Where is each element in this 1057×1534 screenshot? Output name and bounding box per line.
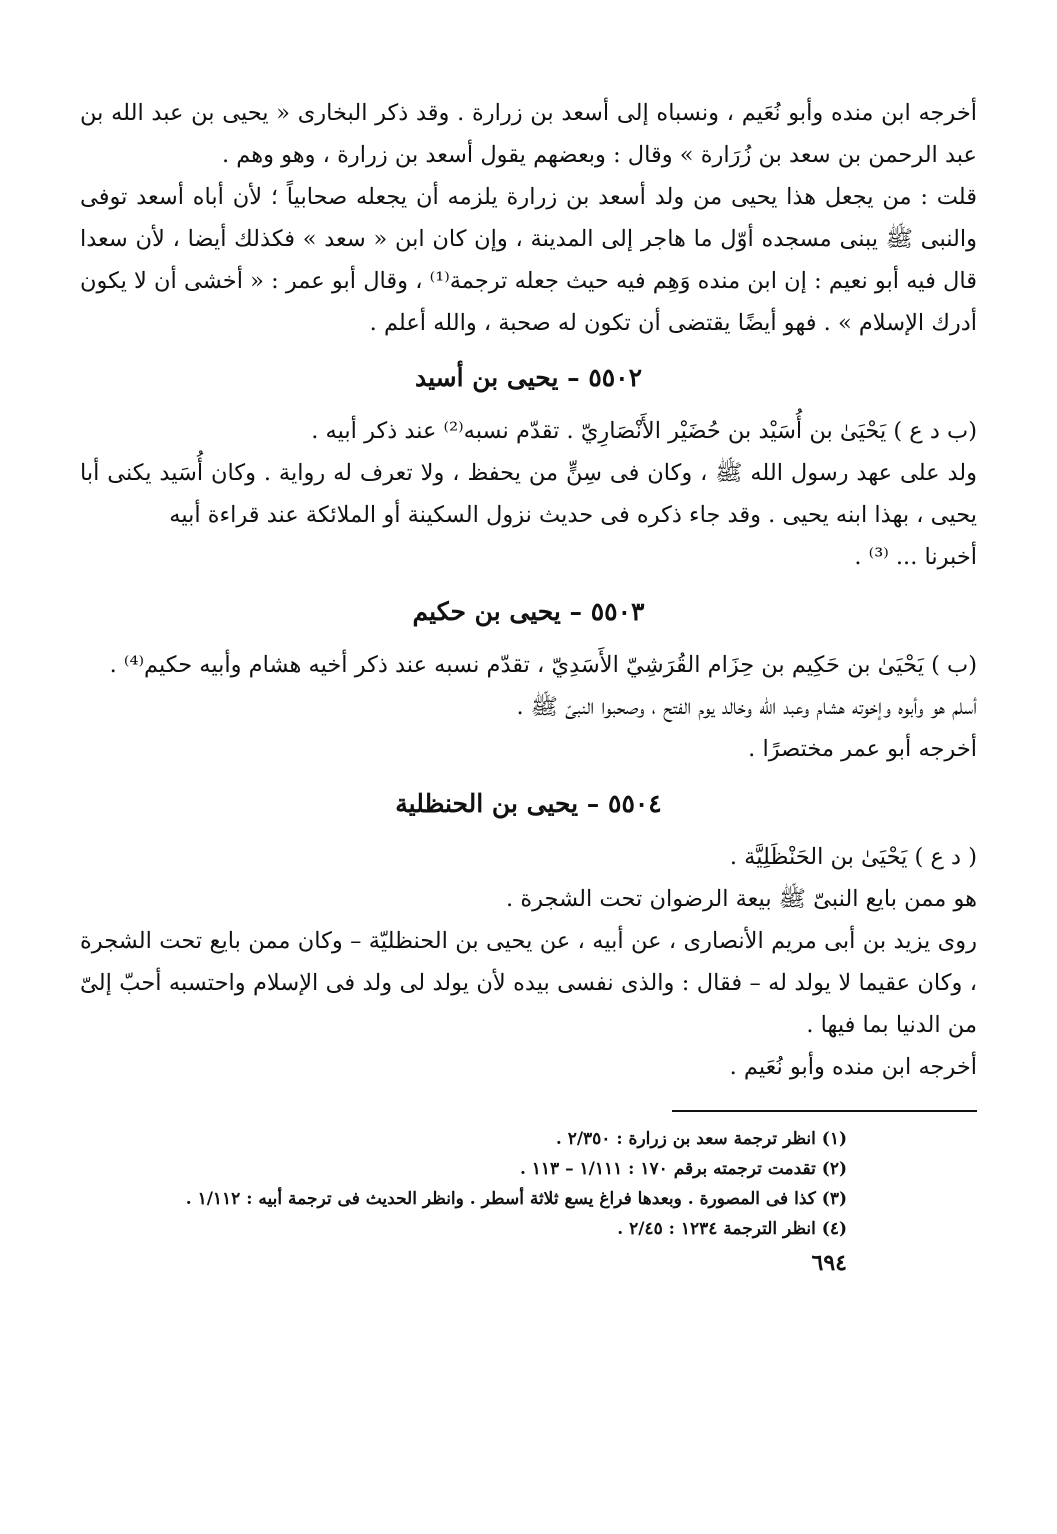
entry-5503-line-1: (ب ) يَحْيَىٰ بن حَكِيم بن حِزَام القُرَشِيّ الأَسَدِيّ ، تقدّم نسبه عند ذكر أخيه هشام وأبيه حكيم⁽⁴⁾ . (109, 652, 977, 678)
entry-5503-line-3: أخرجه أبو عمر مختصرًا . (748, 736, 977, 762)
entry-5504-line-3: روى يزيد بن أبى مريم الأنصارى ، عن أبيه ، عن يحيى بن الحنظليّة – وكان ممن بايع تحت الشجرة ، وكان عقيما لا يولد له – فقال : والذى نفسى بيده لأن يولد لى ولد فى الإسلام واحتسبه أحبّ إلىّ من الدنيا بما فيها . (80, 928, 977, 1038)
entry-5504-line-1: ( د ع ) يَحْيَىٰ بن الحَنْظَلِيَّة . (729, 844, 977, 870)
footnote-divider (672, 1110, 977, 1112)
paragraph-commentary: قلت : من يجعل هذا يحيى من ولد أسعد بن زرارة يلزمه أن يجعله صحابياً ؛ لأن أباه أسعد توفى والنبى ﷺ يبنى مسجده أوّل ما هاجر إلى المدينة ، وإن كان ابن « سعد » فكذلك أيضا ، لأن سعدا قال فيه أبو نعيم : إن ابن منده وَهِم فيه حيث جعله ترجمة⁽¹⁾ ، وقال أبو عمر : « أخشى أن لا يكون أدرك الإسلام » . فهو أيضًا يقتضى أن تكون له صحبة ، والله أعلم . (80, 184, 977, 336)
entry-5503-line-2: أسلم هو وأبوه وإخوته هشام وعبد الله وخالد يوم الفتح ، وصحبوا النبىّ ﷺ . (516, 694, 977, 720)
entry-heading-5502: ٥٥٠٢ – يحيى بن أسيد (414, 363, 643, 392)
entry-5502-line-3: أخبرنا ... ⁽³⁾ . (854, 544, 977, 570)
footnote-3: (٣) كذا فى المصورة . وبعدها فراغ يسع ثلاثة أسطر . وانظر الحديث فى ترجمة أبيه : ١/١١٢ . (185, 1189, 847, 1209)
entry-5504-line-4: أخرجه ابن منده وأبو نُعَيم . (729, 1054, 977, 1080)
entry-5502-line-2: ولد على عهد رسول الله ﷺ ، وكان فى سِنٍّ من يحفظ ، ولا تعرف له رواية . وكان أُسَيد يكنى أبا يحيى ، بهذا ابنه يحيى . وقد جاء ذكره فى حديث نزول السكينة أو الملائكة عند قراءة أبيه (80, 460, 977, 528)
entry-heading-5503: ٥٥٠٣ – يحيى بن حكيم (412, 597, 645, 626)
footnote-1: (١) انظر ترجمة سعد بن زرارة : ٢/٣٥٠ . (555, 1129, 847, 1149)
entry-5502-line-1: (ب د ع ) يَحْيَىٰ بن أُسَيْد بن حُضَيْر الأَنْصَارِيّ . تقدّم نسبه⁽²⁾ عند ذكر أبيه . (311, 418, 977, 444)
page-body (80, 92, 977, 1534)
entry-heading-5504: ٥٥٠٤ – يحيى بن الحنظلية (395, 789, 662, 818)
footnote-4: (٤) انظر الترجمة ١٢٣٤ : ٢/٤٥ . (617, 1219, 847, 1239)
footnote-2: (٢) تقدمت ترجمته برقم ١٧٠ : ١/١١١ – ١١٣ . (519, 1159, 847, 1179)
paragraph-intro: أخرجه ابن منده وأبو نُعَيم ، ونسباه إلى أسعد بن زرارة . وقد ذكر البخارى « يحيى بن عبد الله بن عبد الرحمن بن سعد بن زُرَارة » وقال : وبعضهم يقول أسعد بن زرارة ، وهو وهم . (80, 100, 977, 168)
entry-5504-line-2: هو ممن بايع النبىّ ﷺ بيعة الرضوان تحت الشجرة . (506, 886, 977, 912)
page-number: ٦٩٤ (811, 1250, 847, 1276)
